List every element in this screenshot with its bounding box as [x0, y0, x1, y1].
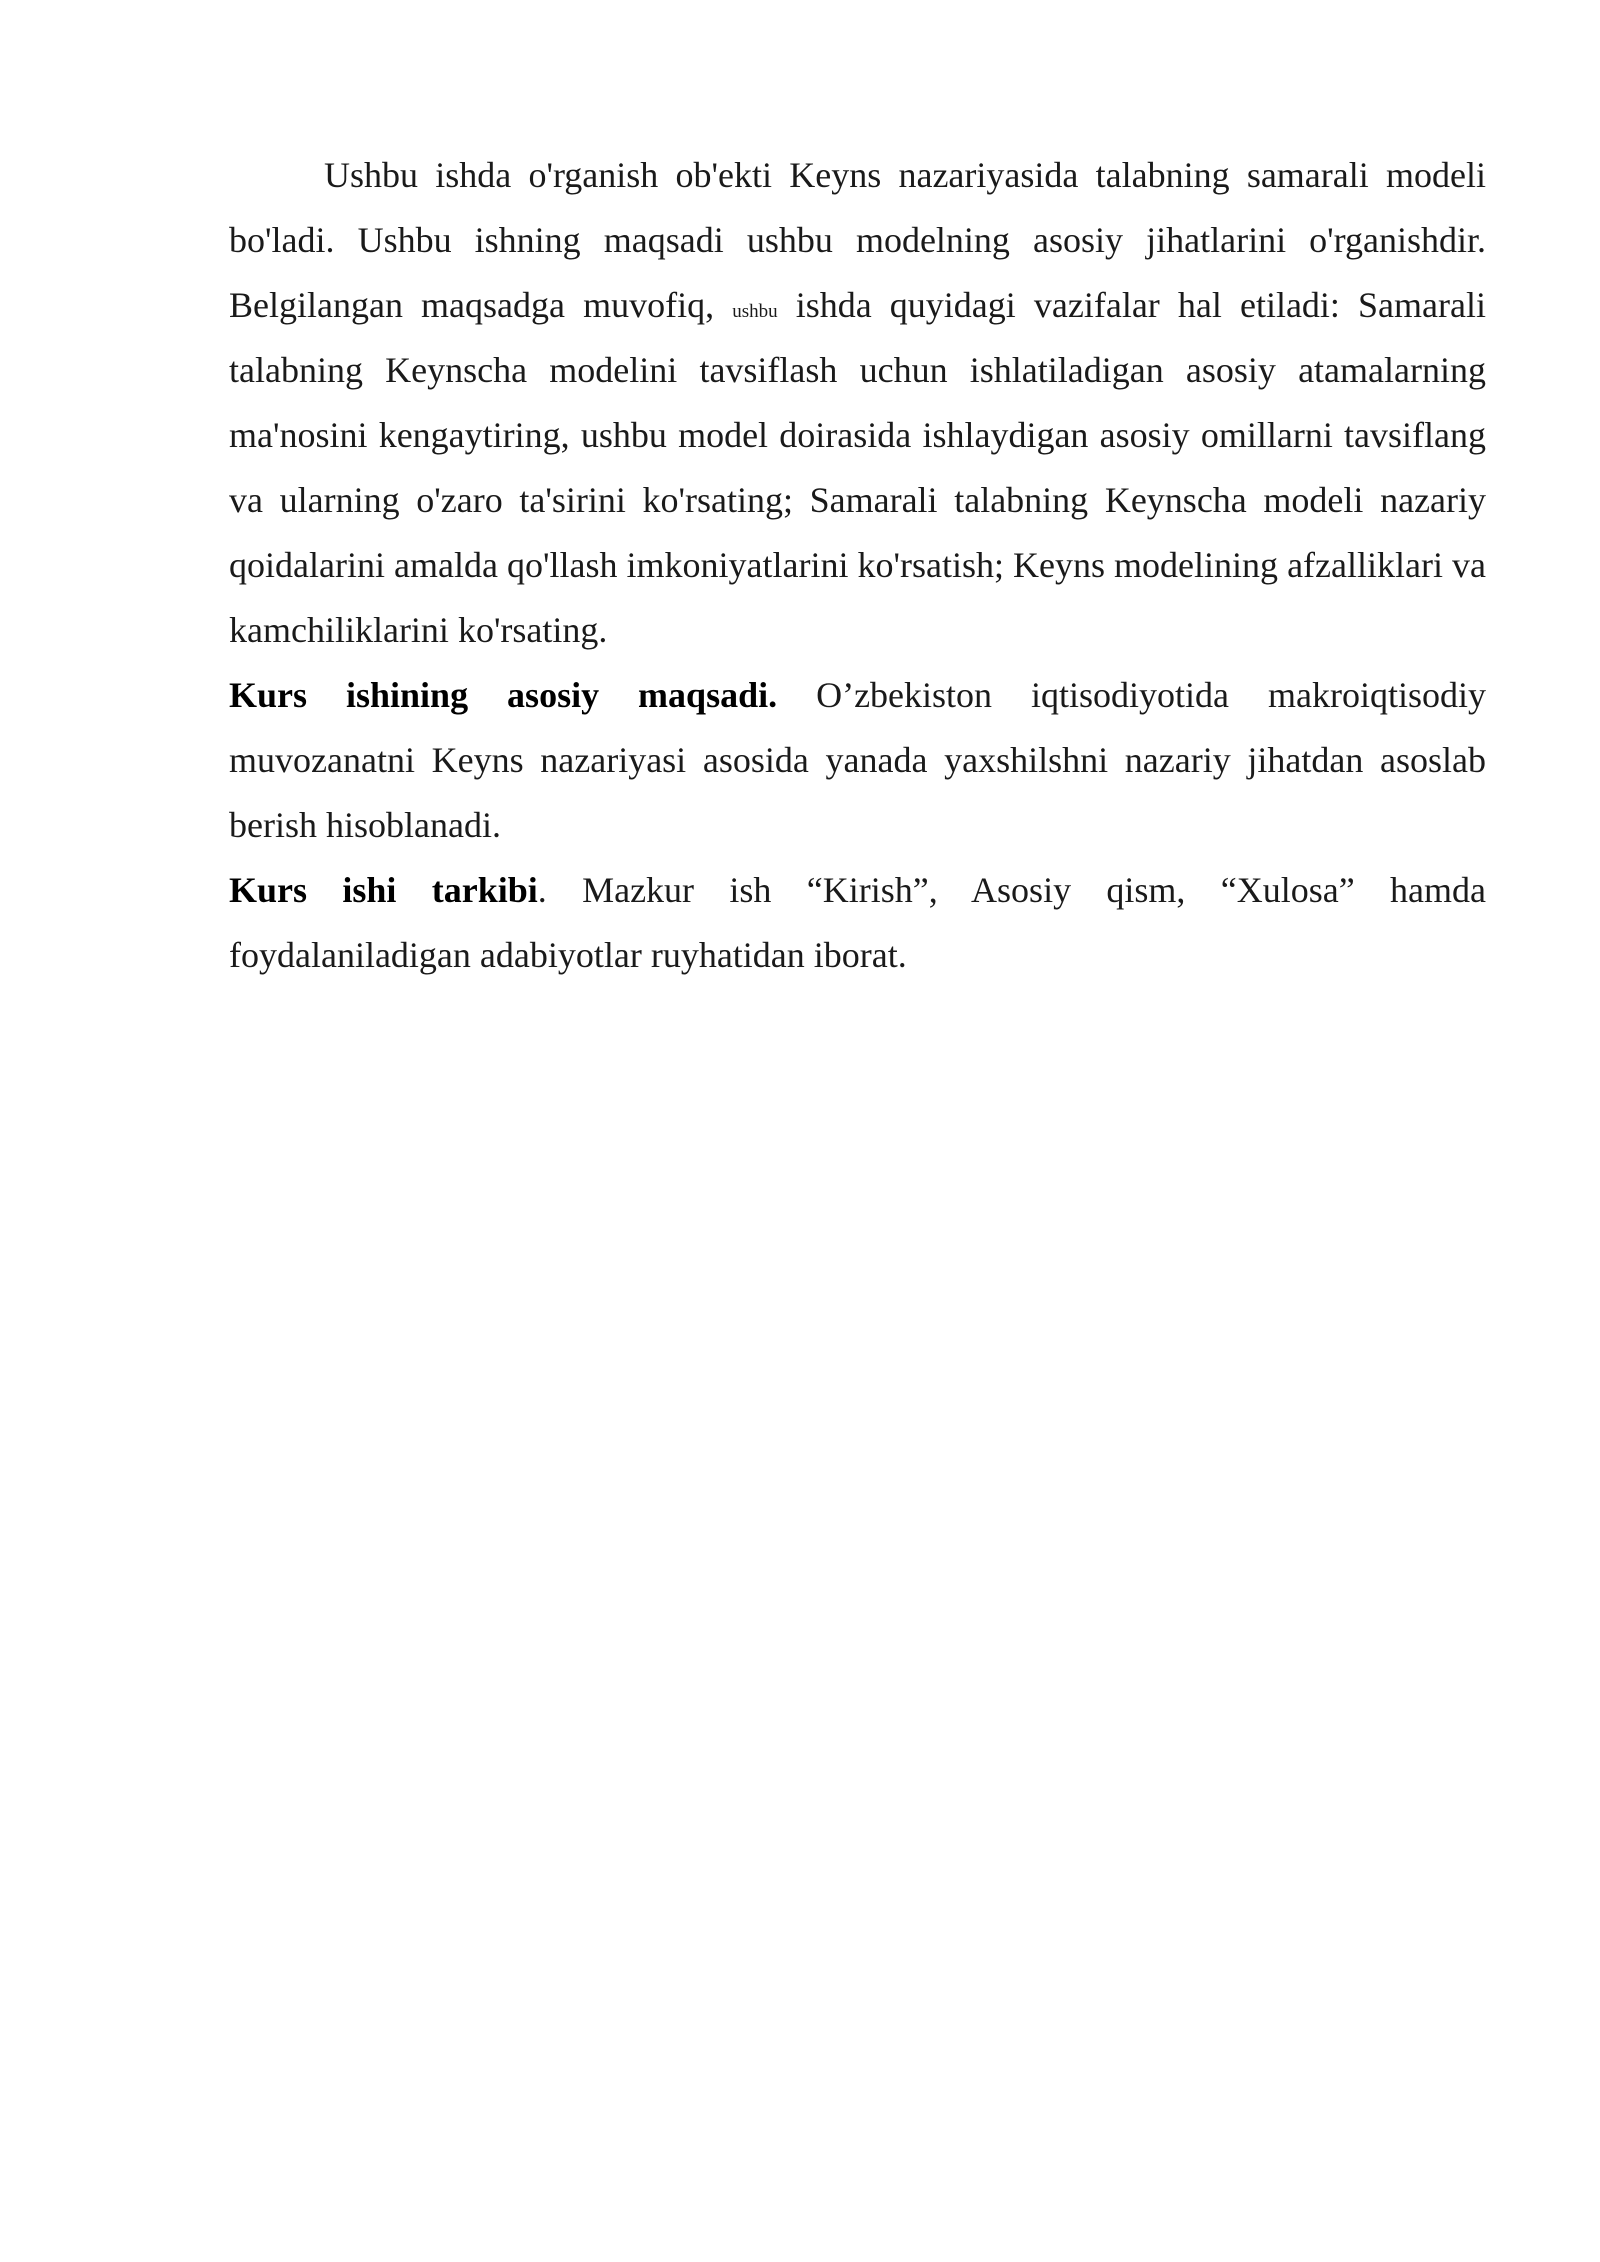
paragraph-intro-small-word: ushbu	[732, 301, 778, 322]
paragraph-structure-text: . Mazkur ish “Kirish”, Asosiy qism, “Xulosa” hamda foydalaniladigan adabiyotlar ruyhatidan iborat.	[229, 870, 1487, 975]
paragraph-structure	[229, 858, 1486, 988]
paragraph-structure-heading: Kurs ishi tarkibi	[229, 870, 538, 910]
paragraph-intro-text-end: ishda quyidagi vazifalar hal etiladi: Samarali talabning Keynscha modelini tavsiflash uchun ishlatiladigan asosiy atamalarning ma'nosini kengaytiring, ushbu model doirasida ishlaydigan asosiy omillarni tavsiflang va ularning o'zaro ta'sirini ko'rsating; Samarali talabning Keynscha modeli nazariy qoidalarini amalda qo'llash imkoniyatlarini ko'rsatish; Keyns modelining afzalliklari va kamchiliklarini ko'rsating.	[229, 285, 1486, 650]
paragraph-intro	[229, 143, 1486, 663]
document-body	[229, 143, 1486, 988]
paragraph-goal-text: O’zbekiston iqtisodiyotida makroiqtisodiy muvozanatni Keyns nazariyasi asosida yanada yaxshilshni nazariy jihatdan asoslab berish hisoblanadi.	[229, 675, 1486, 845]
paragraph-goal-heading: Kurs ishining asosiy maqsadi.	[229, 675, 778, 715]
paragraph-goal	[229, 663, 1486, 858]
paragraph-intro-text-start: Ushbu ishda o'rganish ob'ekti Keyns nazariyasida talabning samarali modeli bo'ladi. Ushbu ishning maqsadi ushbu modelning asosiy jihatlarini o'rganishdir. Belgilangan maqsadga muvofiq,	[229, 155, 1486, 325]
